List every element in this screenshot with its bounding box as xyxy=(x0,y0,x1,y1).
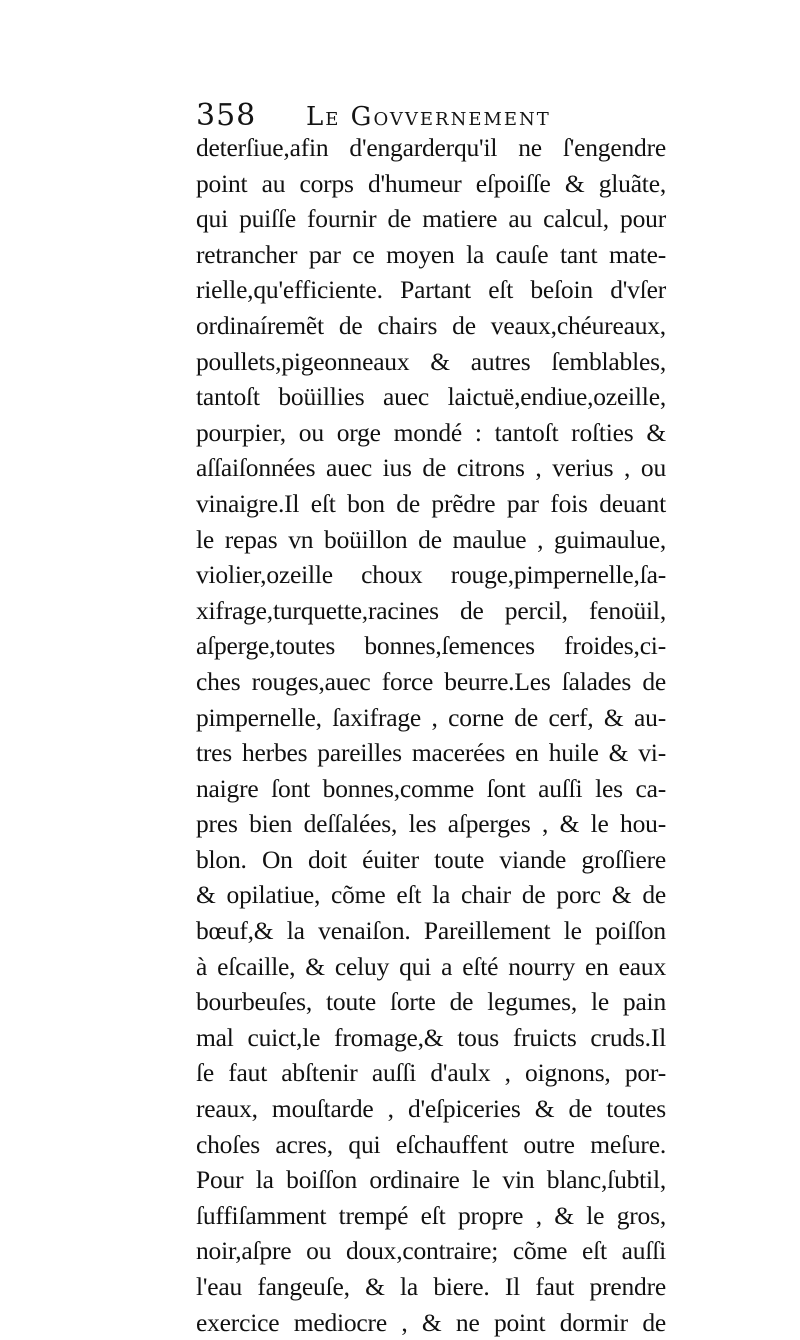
running-head: Le Govvernement xyxy=(306,102,551,132)
text-line: reaux, mouſtarde , d'eſpiceries & de toutes xyxy=(196,1094,666,1124)
text-line: naigre ſont bonnes,comme ſont auſſi les ca- xyxy=(196,773,666,803)
text-line: Pour la boiſſon ordinaire le vin blanc,ſubtil, xyxy=(196,1165,666,1195)
text-line: tantoſt boüillies auec laictuë,endiue,ozeille, xyxy=(196,382,666,412)
text-line: & opilatiue, cõme eſt la chair de porc & de xyxy=(196,880,666,910)
text-line: xifrage,turquette,racines de percil, fenoüil, xyxy=(196,595,666,625)
text-line: choſes acres, qui eſchauffent outre meſure. xyxy=(196,1129,666,1159)
text-line: à eſcaille, & celuy qui a eſté nourry en eaux xyxy=(196,951,666,981)
text-line: ſe faut abſtenir auſſi d'aulx , oignons, por- xyxy=(196,1058,666,1088)
text-line: le repas vn boüillon de maulue , guimaulue, xyxy=(196,524,666,554)
text-line: violier,ozeille choux rouge,pimpernelle,ſa- xyxy=(196,560,666,590)
text-line: point au corps d'humeur eſpoiſſe & gluãte, xyxy=(196,168,666,198)
text-line: ſuffiſamment trempé eſt propre , & le gros, xyxy=(196,1200,666,1230)
text-line: bœuf,& la venaiſon. Pareillement le poiſſon xyxy=(196,916,666,946)
body-text xyxy=(196,130,666,1340)
text-line: qui puiſſe fournir de matiere au calcul, pour xyxy=(196,204,666,234)
text-line: mal cuict,le fromage,& tous fruicts cruds.Il xyxy=(196,1022,666,1052)
text-line: aſperge,toutes bonnes,ſemences froides,ci- xyxy=(196,631,666,661)
text-line: retrancher par ce moyen la cauſe tant mate- xyxy=(196,239,666,269)
text-line: deterſiue,afin d'engarderqu'il ne ſ'engendre xyxy=(196,133,666,162)
text-line: pourpier, ou orge mondé : tantoſt roſties & xyxy=(196,417,666,447)
text-line: blon. On doit éuiter toute viande groſſiere xyxy=(196,844,666,874)
text-line: rielle,qu'efficiente. Partant eſt beſoin d'vſer xyxy=(196,275,666,305)
text-line: ches rouges,auec force beurre.Les ſalades de xyxy=(196,666,666,696)
text-line: bourbeuſes, toute ſorte de legumes, le pain xyxy=(196,987,666,1017)
text-line: pres bien deſſalées, les aſperges , & le hou- xyxy=(196,809,666,839)
text-line: l'eau fangeuſe, & la biere. Il faut prendre xyxy=(196,1272,666,1301)
text-line: vinaigre.Il eſt bon de prẽdre par fois deuant xyxy=(196,488,666,518)
text-line: aſſaiſonnées auec ius de citrons , verius , ou xyxy=(196,453,666,483)
text-line: pimpernelle, ſaxifrage , corne de cerf, & au- xyxy=(196,702,666,732)
text-line: noir,aſpre ou doux,contraire; cõme eſt auſſi xyxy=(196,1236,666,1266)
text-line: poullets,pigeonneaux & autres ſemblables, xyxy=(196,346,666,376)
page-number: 358 xyxy=(196,98,257,133)
text-line: tres herbes pareilles macerées en huile & vi- xyxy=(196,738,666,768)
text-line: ordinaíremẽt de chairs de veaux,chéureaux, xyxy=(196,310,666,340)
text-line: exercice mediocre , & ne point dormir de xyxy=(196,1307,666,1337)
